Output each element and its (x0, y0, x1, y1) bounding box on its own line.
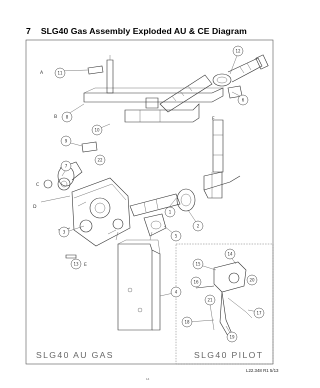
callout-5-text: 5 (174, 233, 178, 239)
side-label-e: E (84, 263, 87, 268)
lower-pipe (130, 189, 195, 216)
side-label-a: A (40, 71, 44, 76)
callout-19-text: 19 (229, 334, 235, 340)
callout-18-text: 18 (184, 319, 190, 325)
pilot-frame (176, 244, 273, 364)
callout-21 (205, 295, 215, 305)
callout-13 (71, 259, 81, 269)
callout-4-text: 4 (174, 289, 178, 295)
callout-17 (254, 308, 264, 318)
callout-1 (165, 207, 175, 217)
callout-20 (247, 275, 257, 285)
callout-20-text: 20 (249, 277, 255, 283)
callout-11 (55, 68, 65, 78)
callout-21-text: 21 (207, 297, 213, 303)
side-label-c: C (36, 183, 40, 188)
page-number: 14 (146, 377, 150, 381)
section-title: SLG40 Gas Assembly Exploded AU & CE Diagram (40, 26, 247, 36)
callout-11-text: 11 (57, 70, 63, 76)
callout-10-text: 10 (94, 127, 100, 133)
callout-4 (171, 287, 181, 297)
callout-8-text: 8 (65, 114, 69, 120)
vertical-pipe (213, 120, 223, 172)
callout-8 (62, 112, 72, 122)
callout-9-text: 9 (64, 138, 68, 144)
mounting-bracket (118, 240, 160, 330)
callout-1-text: 1 (168, 209, 172, 215)
coupler-pipe (160, 75, 212, 112)
callout-16-text: 16 (193, 279, 199, 285)
side-label-b: B (54, 115, 58, 120)
gas-valve (72, 178, 130, 246)
callout-2-text: 2 (196, 223, 200, 229)
side-label-d: D (33, 205, 37, 210)
callout-15-text: 15 (195, 261, 201, 267)
callout-18 (182, 317, 192, 327)
callout-6 (238, 95, 248, 105)
callout-15 (193, 259, 203, 269)
left-panel-label: SLG40 AU GAS (36, 350, 114, 360)
callout-14-text: 14 (227, 251, 233, 257)
callout-22-text: 22 (97, 157, 103, 163)
right-elbow (204, 172, 240, 198)
diagram-frame (26, 40, 273, 364)
top-elbow (213, 55, 268, 86)
bottom-elbow (144, 214, 166, 236)
document-code: L22.348 R1 5/13 (246, 368, 279, 373)
callout-9 (61, 136, 71, 146)
callout-6-text: 6 (241, 97, 245, 103)
nipples (82, 66, 242, 152)
section-number: 7 (26, 26, 31, 36)
callout-2 (193, 221, 203, 231)
callout-10 (92, 125, 102, 135)
right-panel-label: SLG40 PILOT (194, 350, 264, 360)
callout-3 (59, 227, 69, 237)
callout-7-text: 7 (64, 163, 68, 169)
riser-pipe (107, 55, 113, 93)
cross-tube (125, 104, 199, 122)
callout-22 (95, 155, 105, 165)
callout-16 (191, 277, 201, 287)
leader-lines (41, 53, 258, 336)
callout-7 (61, 161, 71, 171)
left-fitting (44, 178, 70, 190)
callout-19 (227, 332, 237, 342)
callout-17-text: 17 (256, 310, 262, 316)
screws (58, 228, 152, 258)
callout-12-text: 12 (235, 48, 241, 54)
pilot-assembly (196, 262, 252, 336)
callout-13-text: 13 (73, 261, 79, 267)
callout-5 (171, 231, 181, 241)
callout-14 (225, 249, 235, 259)
callout-12 (233, 46, 243, 56)
side-label-f: F (212, 117, 215, 122)
callout-3-text: 3 (62, 229, 66, 235)
